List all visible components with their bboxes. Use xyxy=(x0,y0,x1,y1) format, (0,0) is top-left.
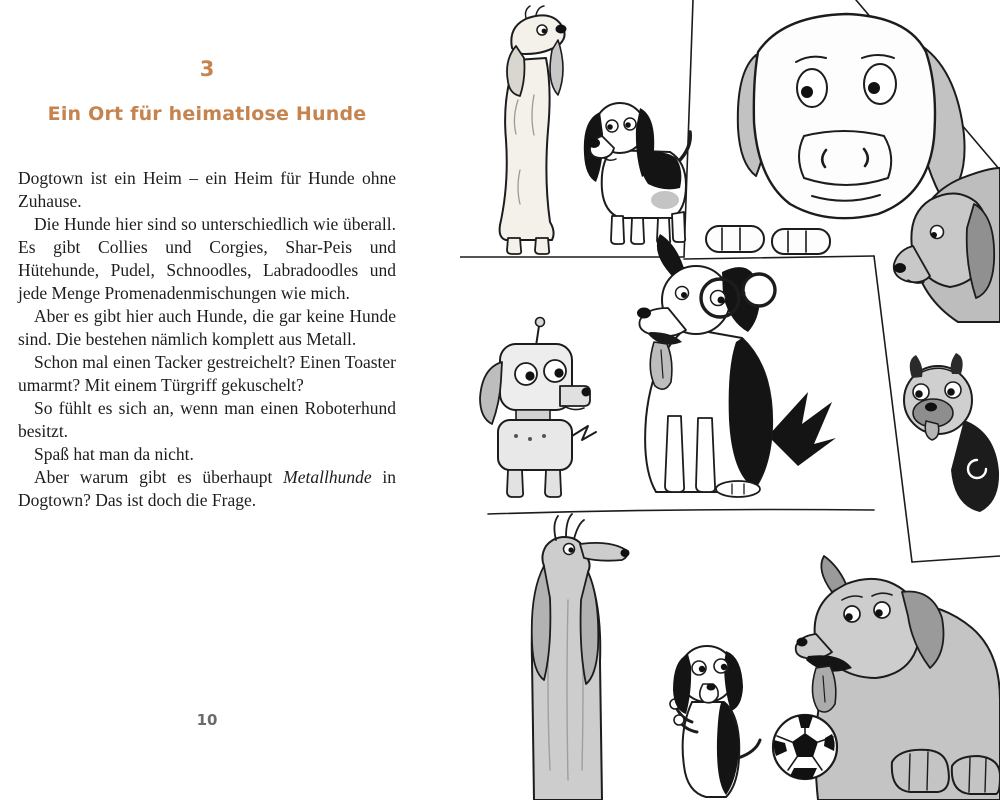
paragraph-5: So fühlt es sich an, wenn man einen Roboterhund besitzt. xyxy=(18,398,396,441)
paragraph-7-italic: Metallhunde xyxy=(283,467,372,487)
paragraph-7-after: in Dogtown? Das ist doch die Frage. xyxy=(18,467,396,510)
paragraph-1: Dogtown ist ein Heim – ein Heim für Hunde ohne Zuhause. xyxy=(18,168,396,211)
pug-dog xyxy=(904,353,999,512)
soccer-ball xyxy=(773,715,837,780)
paragraph-7 xyxy=(18,466,396,512)
shaggy-dog xyxy=(500,6,567,254)
page-number: 10 xyxy=(196,711,218,729)
paragraph-6: Spaß hat man da nicht. xyxy=(34,444,194,464)
dachshund-puppy xyxy=(670,646,760,797)
chapter-title: Ein Ort für heimatlose Hunde xyxy=(47,103,367,125)
afghan-dog xyxy=(532,514,630,800)
beagle-puppy xyxy=(584,103,690,244)
chapter-number: 3 xyxy=(199,57,215,81)
robot-dog xyxy=(480,318,596,498)
paragraph-7-before: Aber warum gibt es überhaupt xyxy=(34,467,284,487)
paragraph-2: Die Hunde hier sind so unterschiedlich wie überall. Es gibt Collies und Corgies, Shar-Peis und Hütehunde, Pudel, Schnoodles, Labradoodles und jede Menge Promenadenmischungen wie mich. xyxy=(18,214,396,303)
glasses-dog xyxy=(637,234,836,497)
body-text xyxy=(18,167,396,512)
dogs-comic-illustration xyxy=(460,0,1000,800)
paragraph-4: Schon mal einen Tacker gestreichelt? Einen Toaster umarmt? Mit einem Türgriff gekuschelt? xyxy=(18,352,396,395)
text-column xyxy=(18,0,396,800)
dogs-illustration-svg xyxy=(460,0,1000,800)
paragraph-3: Aber es gibt hier auch Hunde, die gar keine Hunde sind. Die bestehen nämlich komplett aus Metall. xyxy=(18,306,396,349)
